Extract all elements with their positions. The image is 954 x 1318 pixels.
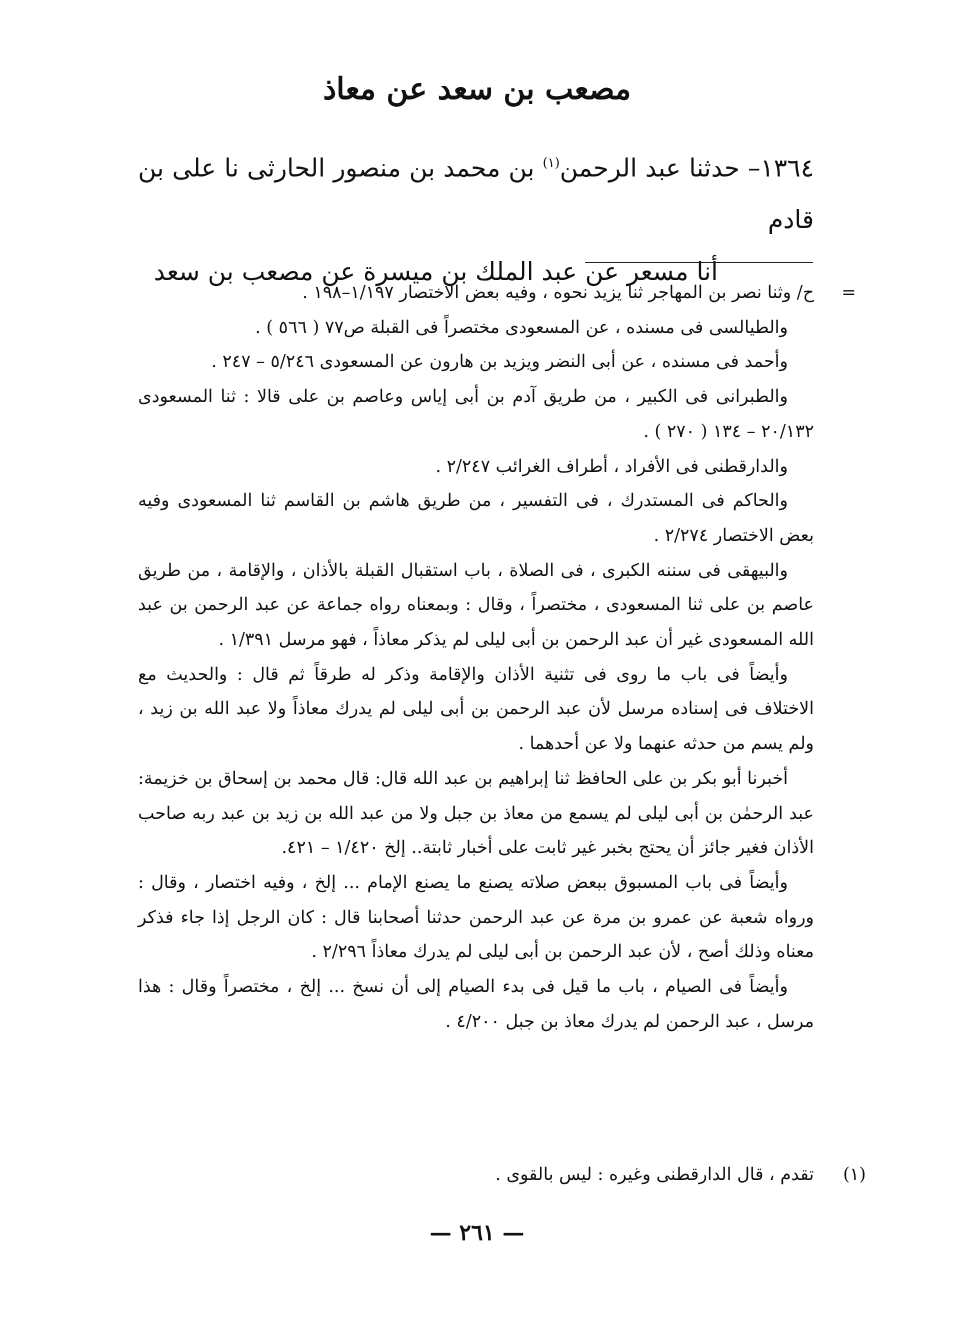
- note-paragraph: والدارقطنى فى الأفراد ، أطراف الغرائب ٢/٢٤٧ .: [435, 456, 788, 477]
- footnote-reference: (١): [542, 156, 560, 171]
- note-paragraph: والحاكم فى المستدرك ، فى التفسير ، من طريق هاشم بن القاسم ثنا المسعودى وفيه بعض الاختصار ٢/٢٧٤ .: [138, 491, 814, 546]
- footnote-marker: (١): [842, 1165, 866, 1185]
- footnote: [138, 1160, 866, 1190]
- note-paragraph: والطيالسى فى مسنده ، عن المسعودى مختصراً فى القبلة ص٧٧ ( ٥٦٦ ) .: [255, 317, 788, 338]
- note-paragraph: = ح/ وثنا نصر بن المهاجر ثنا يزيد نحوه ، وفيه بعض الاختصار ١/١٩٧–١٩٨ .: [138, 276, 814, 311]
- note-paragraph: أخبرنا أبو بكر بن على الحافظ ثنا إبراهيم بن عبد الله قال: قال محمد بن إسحاق بن خزيمة: عبد الرحمٰن بن أبى ليلى لم يسمع من معاذ بن جبل ولا من عبد الله بن زيد بن عبد ربه صاحب الأذان فغير جائز أن يحتج بخبر غير ثابت على أخبار ثابتة.. إلخ ١/٤٢٠ – ٤٢١.: [138, 768, 814, 859]
- note-paragraph: وأيضاً فى باب ما روى فى تثنية الأذان والإقامة وذكر له طرقاً ثم قال : والحديث مع الاختلاف فى إسناده مرسل لأن عبد الرحمن بن أبى ليلى لم يدرك معاذاً ولا عبد الله بن زيد ، ولم يسم من حدثه عنهما ولا عن أحدهما .: [138, 664, 814, 755]
- note-paragraph: والطبرانى فى الكبير ، من طريق آدم بن أبى إياس وعاصم بن على قالا : ثنا المسعودى ٢٠/١٣٢ – ١٣٤ ( ٢٧٠ ) .: [138, 387, 814, 442]
- hadith-line-2: أنا مسعر عن عبد الملك بن ميسرة عن مصعب بن سعد: [153, 257, 718, 287]
- continuation-mark: =: [841, 283, 856, 303]
- commentary-notes: [138, 276, 856, 1039]
- note-paragraph: والبيهقى فى سننه الكبرى ، فى الصلاة ، باب استقبال القبلة بالأذان ، والإقامة ، من طريق عاصم بن على ثنا المسعودى ، مختصراً ، وقال : وبمعناه رواه جماعة عن عبد الرحمن بن عبد الله المسعودى غير أن عبد الرحمن بن أبى ليلى لم يذكر معاذاً ، فهو مرسل ١/٣٩١ .: [138, 560, 814, 651]
- hadith-text: [138, 138, 814, 298]
- section-heading: مصعب بن سعد عن معاذ: [322, 72, 632, 107]
- note-paragraph: وأحمد فى مسنده ، عن أبى النضر ويزيد بن هارون عن المسعودى ٥/٢٤٦ – ٢٤٧ .: [211, 352, 788, 373]
- note-paragraph: وأيضاً فى الصيام ، باب ما قيل فى بدء الصيام إلى أن نسخ ... إلخ ، مختصراً وقال : هذا مرسل ، عبد الرحمن لم يدرك معاذ بن جبل ٤/٢٠٠ .: [138, 977, 814, 1032]
- footnote-separator: [585, 262, 813, 263]
- note-paragraph: وأيضاً فى باب المسبوق ببعض صلاته يصنع ما يصنع الإمام ... إلخ ، وفيه اختصار ، وقال : ورواه شعبة عن عمرو بن مرة عن عبد الرحمن حدثنا أصحابنا قال : كان الرجل إذا جاء فذكر معناه وذلك أصح ، لأن عبد الرحمن بن أبى ليلى لم يدرك معاذاً ٢/٢٩٦ .: [138, 872, 814, 963]
- hadith-number: ١٣٦٤–: [747, 153, 815, 183]
- hadith-text-start: حدثنا عبد الرحمن: [559, 153, 740, 183]
- hadith-line-1: [138, 138, 814, 246]
- page-number: — ٢٦١ —: [429, 1220, 525, 1246]
- hadith-text-rest: بن محمد بن منصور الحارثى نا على بن قادم: [138, 153, 814, 235]
- footnote-text: تقدم ، قال الدارقطنى وغيره : ليس بالقوى .: [495, 1165, 814, 1185]
